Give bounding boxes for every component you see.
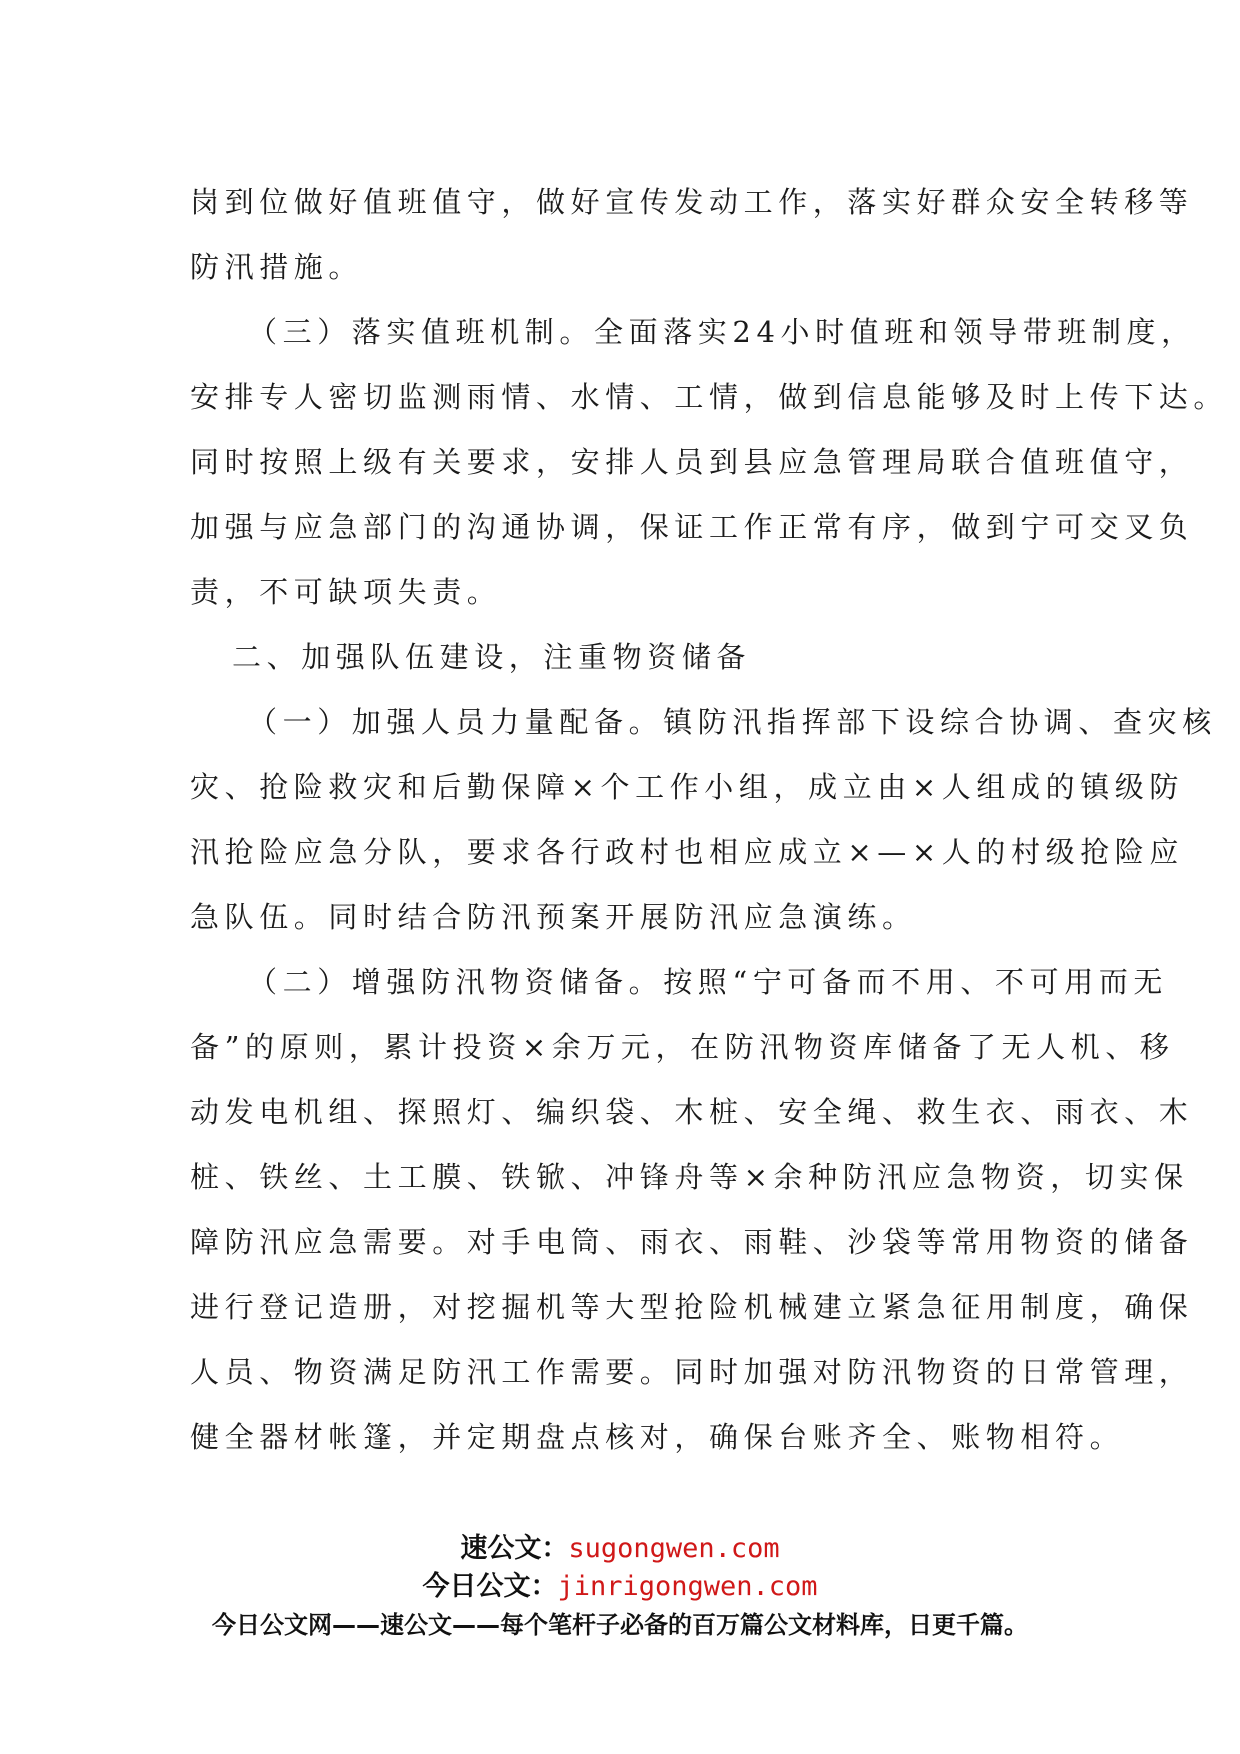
paragraph-line: 健全器材帐篷，并定期盘点核对，确保台账齐全、账物相符。 [190,1420,1125,1454]
paragraph-line: 动发电机组、探照灯、编织袋、木桩、安全绳、救生衣、雨衣、木 [190,1095,1194,1129]
section-heading: 二、加强队伍建设，注重物资储备 [232,640,752,674]
paragraph-line: （三）落实值班机制。全面落实24小时值班和领导带班制度， [248,315,1196,349]
document-body [190,170,1229,1470]
footer-label-2: 今日公文： [422,1571,558,1602]
watermark-footer [0,1530,1240,1644]
paragraph-line: 责，不可缺项失责。 [190,575,502,609]
paragraph-line: （一）加强人员力量配备。镇防汛指挥部下设综合协调、查灾核 [248,705,1217,739]
paragraph-line: 加强与应急部门的沟通协调，保证工作正常有序，做到宁可交叉负 [190,510,1194,544]
paragraph-line: （二）增强防汛物资储备。按照“宁可备而不用、不可用而无 [248,965,1169,999]
footer-link-jinrigongwen[interactable]: jinrigongwen.com [557,1571,818,1602]
paragraph-line: 障防汛应急需要。对手电筒、雨衣、雨鞋、沙袋等常用物资的储备 [190,1225,1194,1259]
footer-label-1: 速公文： [460,1533,569,1564]
footer-tagline: 今日公文网——速公文——每个笔杆子必备的百万篇公文材料库，日更千篇。 [212,1611,1028,1639]
footer-site-1 [0,1530,1240,1568]
paragraph-line: 安排专人密切监测雨情、水情、工情，做到信息能够及时上传下达。 [190,380,1229,414]
paragraph-line: 进行登记造册，对挖掘机等大型抢险机械建立紧急征用制度，确保 [190,1290,1194,1324]
paragraph-line: 灾、抢险救灾和后勤保障×个工作小组，成立由×人组成的镇级防 [190,770,1184,804]
paragraph-line: 防汛措施。 [190,250,364,284]
paragraph-line: 人员、物资满足防汛工作需要。同时加强对防汛物资的日常管理， [190,1355,1194,1389]
paragraph-line: 桩、铁丝、土工膜、铁锨、冲锋舟等×余种防汛应急物资，切实保 [190,1160,1189,1194]
paragraph-line: 备”的原则，累计投资×余万元，在防汛物资库储备了无人机、移 [190,1030,1175,1064]
paragraph-line: 岗到位做好值班值守，做好宣传发动工作，落实好群众安全转移等 [190,185,1194,219]
paragraph-line: 汛抢险应急分队，要求各行政村也相应成立×—×人的村级抢险应 [190,835,1184,869]
paragraph-line: 同时按照上级有关要求，安排人员到县应急管理局联合值班值守， [190,445,1194,479]
footer-site-2 [0,1568,1240,1606]
footer-link-sugongwen[interactable]: sugongwen.com [568,1533,780,1564]
paragraph-line: 急队伍。同时结合防汛预案开展防汛应急演练。 [190,900,917,934]
